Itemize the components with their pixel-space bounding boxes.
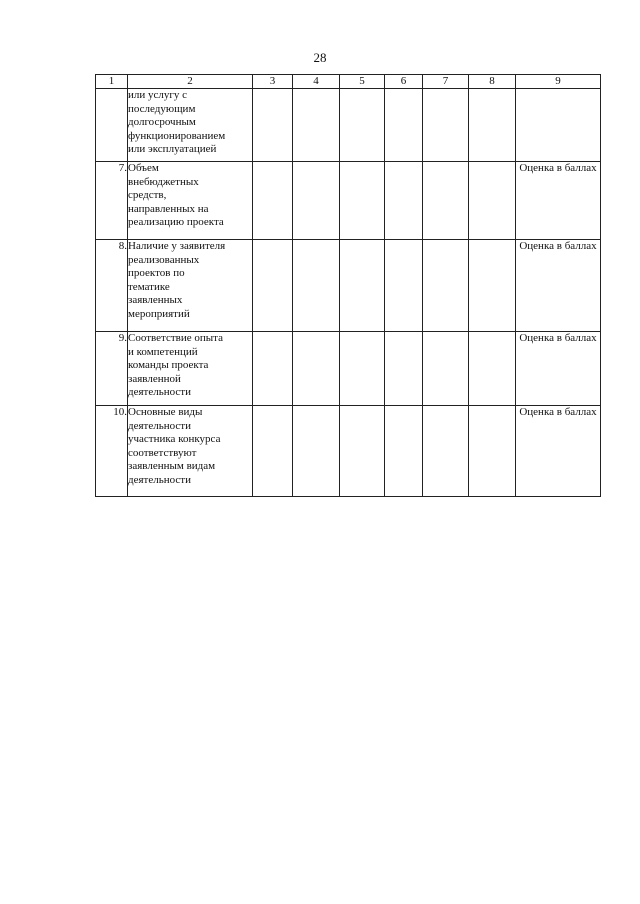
criterion-text (128, 240, 253, 332)
row-number: 8. (96, 240, 128, 332)
empty-cell (253, 89, 293, 162)
criterion-line: деятельности (128, 386, 191, 398)
empty-cell (253, 406, 293, 497)
criterion-line: заявленной (128, 372, 181, 385)
empty-cell (340, 332, 385, 406)
empty-cell (293, 89, 340, 162)
table-row (96, 240, 601, 332)
empty-cell (469, 240, 516, 332)
criteria-table (95, 74, 601, 497)
criterion-line: команды проекта (128, 359, 209, 371)
empty-cell (385, 406, 423, 497)
criterion-line: заявленным видам (128, 460, 216, 472)
unit-cell: Оценка в баллах (516, 240, 601, 332)
criterion-line: или эксплуатацией (128, 143, 217, 155)
empty-cell (469, 162, 516, 240)
empty-cell (253, 332, 293, 406)
criterion-line: деятельности (128, 473, 191, 486)
empty-cell (385, 162, 423, 240)
criterion-line: внебюджетных (128, 175, 199, 188)
empty-cell (293, 332, 340, 406)
criterion-text (128, 162, 253, 240)
table-row (96, 162, 601, 240)
page-number: 28 (313, 50, 327, 65)
criterion-line: деятельности (128, 419, 191, 432)
empty-cell (423, 162, 469, 240)
empty-cell (469, 332, 516, 406)
col-header: 6 (385, 75, 423, 89)
empty-cell (385, 89, 423, 162)
criterion-line: Основные виды (128, 406, 203, 418)
criterion-line: и компетенций (128, 345, 198, 358)
row-number: 7. (96, 162, 128, 240)
criterion-line: Наличие у заявителя (128, 240, 226, 252)
empty-cell (340, 240, 385, 332)
criterion-text (128, 89, 253, 162)
table-row (96, 89, 601, 162)
criterion-line: долгосрочным (128, 116, 196, 128)
criterion-line: реализацию проекта (128, 216, 224, 228)
table-row (96, 406, 601, 497)
criterion-line: заявленных (128, 294, 183, 306)
criterion-line: средств, (128, 189, 167, 201)
empty-cell (423, 406, 469, 497)
criterion-text (128, 332, 253, 406)
empty-cell (340, 162, 385, 240)
header-row (96, 75, 601, 89)
empty-cell (340, 89, 385, 162)
empty-cell (293, 240, 340, 332)
empty-cell (469, 89, 516, 162)
col-header: 5 (340, 75, 385, 89)
empty-cell (385, 332, 423, 406)
unit-cell: Оценка в баллах (516, 332, 601, 406)
col-header: 4 (293, 75, 340, 89)
empty-cell (253, 162, 293, 240)
criterion-line: Объем (128, 162, 159, 174)
criterion-line: последующим (128, 102, 196, 115)
criterion-line: реализованных (128, 253, 200, 266)
empty-cell (385, 240, 423, 332)
col-header: 8 (469, 75, 516, 89)
col-header: 7 (423, 75, 469, 89)
empty-cell (423, 89, 469, 162)
criterion-line: функционированием (128, 129, 226, 142)
row-number: 9. (96, 332, 128, 406)
row-number: 10. (96, 406, 128, 497)
criterion-line: мероприятий (128, 307, 190, 320)
criterion-line: тематике (128, 280, 170, 293)
empty-cell (423, 240, 469, 332)
col-header: 3 (253, 75, 293, 89)
unit-cell: Оценка в баллах (516, 406, 601, 497)
empty-cell (469, 406, 516, 497)
unit-cell: Оценка в баллах (516, 162, 601, 240)
col-header: 9 (516, 75, 601, 89)
row-number (96, 89, 128, 162)
criterion-line: Соответствие опыта (128, 332, 223, 344)
unit-cell (516, 89, 601, 162)
empty-cell (423, 332, 469, 406)
table-row (96, 332, 601, 406)
criterion-line: направленных на (128, 202, 209, 215)
empty-cell (293, 162, 340, 240)
criterion-line: участника конкурса (128, 433, 221, 445)
empty-cell (253, 240, 293, 332)
criterion-line: соответствуют (128, 446, 197, 459)
empty-cell (293, 406, 340, 497)
criterion-text (128, 406, 253, 497)
col-header: 2 (128, 75, 253, 89)
criterion-line: или услугу с (128, 89, 188, 101)
empty-cell (340, 406, 385, 497)
criterion-line: проектов по (128, 267, 185, 279)
col-header: 1 (96, 75, 128, 89)
